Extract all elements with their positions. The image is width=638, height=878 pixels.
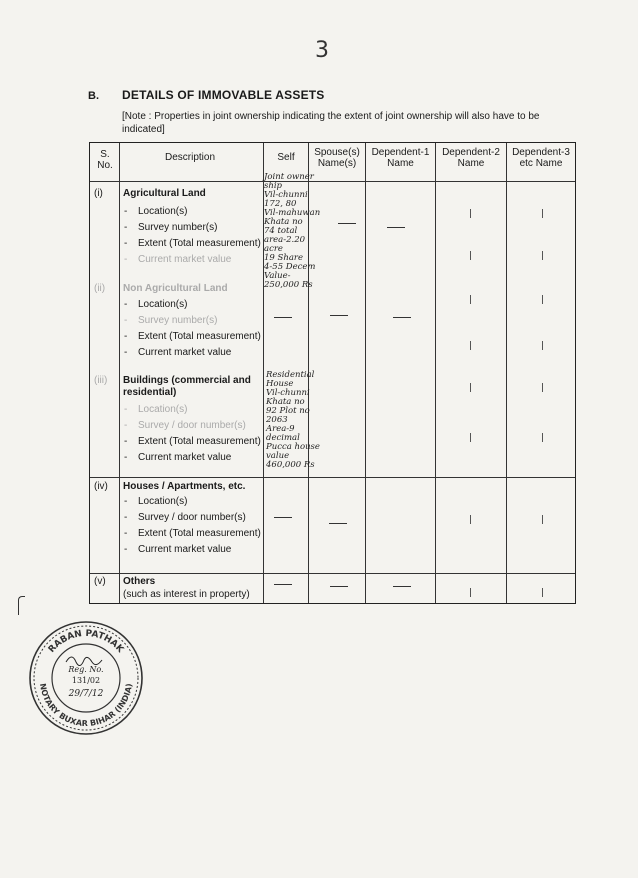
nil-dash (330, 586, 348, 587)
row-items (120, 298, 262, 362)
row-items (120, 205, 262, 269)
tick-mark (470, 515, 471, 524)
tick-mark (470, 588, 471, 597)
header-spouse: Spouse(s) Name(s) (314, 147, 360, 169)
margin-bracket (18, 596, 25, 615)
seal-bottom-text: NOTARY BUXAR BIHAR (INDIA) (38, 682, 134, 729)
row-divider (90, 181, 575, 182)
handwritten-building-entry: Residential House Vil-chunni Khata no 92 Plot no 2063 Area-9 decimal Pucca house value 460,000 Rs (266, 370, 320, 470)
list-item: - Extent (Total measurement) (124, 436, 261, 447)
svg-text:RABAN PATHAK (47, 629, 126, 656)
row-subtitle: (such as interest in property) (123, 589, 250, 600)
row-items (120, 495, 262, 559)
list-item: - Survey / door number(s) (124, 420, 246, 431)
col-divider (435, 143, 436, 603)
nil-dash (393, 317, 411, 318)
list-item: - Location(s) (124, 206, 188, 217)
list-item: - Survey number(s) (124, 222, 218, 233)
seal-number: 131/02 (71, 676, 101, 685)
header-self: Self (277, 152, 295, 163)
list-item: - Current market value (124, 544, 232, 555)
row-title: Buildings (commercial and residential) (123, 375, 251, 398)
tick-mark (542, 341, 543, 350)
tick-mark (542, 588, 543, 597)
nil-dash (393, 586, 411, 587)
row-title: Non Agricultural Land (123, 283, 228, 294)
seal-date: 29/7/12 (68, 689, 104, 699)
row-no: (i) (94, 188, 103, 199)
list-item: - Extent (Total measurement) (124, 238, 261, 249)
list-item: - Location(s) (124, 299, 188, 310)
list-item: - Location(s) (124, 496, 188, 507)
tick-mark (542, 433, 543, 442)
tick-mark (542, 209, 543, 218)
list-item: - Current market value (124, 254, 232, 265)
col-divider (365, 143, 366, 603)
row-title: Agricultural Land (123, 188, 206, 199)
tick-mark (470, 433, 471, 442)
tick-mark (470, 251, 471, 260)
seal-top-text: RABAN PATHAK (46, 628, 126, 655)
row-no: (iii) (94, 375, 108, 386)
section-note (122, 110, 582, 136)
row-no: (v) (94, 576, 106, 587)
handwritten-agri-entry: Joint owner ship Vil-chunni 172, 80 Vil-mahuwan Khata no 74 total area-2.20 acre 19 Share 4-55 Decem Value- 250,000 Rs (264, 172, 321, 290)
header-dependent-2: Dependent-2 Name (442, 147, 500, 169)
nil-dash (387, 227, 405, 228)
row-no: (iv) (94, 481, 108, 492)
tick-mark (470, 383, 471, 392)
row-items (120, 403, 262, 467)
page-number: 3 (315, 38, 329, 63)
list-item: - Survey / door number(s) (124, 512, 246, 523)
row-no: (ii) (94, 283, 106, 294)
list-item: - Current market value (124, 452, 232, 463)
tick-mark (542, 295, 543, 304)
section-title: DETAILS OF IMMOVABLE ASSETS (122, 88, 325, 102)
tick-mark (470, 295, 471, 304)
tick-mark (542, 383, 543, 392)
list-item: - Extent (Total measurement) (124, 528, 261, 539)
list-item: - Location(s) (124, 404, 188, 415)
header-dependent-1: Dependent-1 Name (371, 147, 430, 169)
note-line-1: [Note : Properties in joint ownership indicating the extent of joint ownership will also have to be (122, 111, 540, 122)
row-divider (90, 477, 575, 478)
nil-dash (274, 517, 292, 518)
row-title: Others (123, 576, 156, 587)
tick-mark (542, 515, 543, 524)
list-item: - Current market value (124, 347, 232, 358)
notary-seal (26, 618, 146, 738)
row-title: Houses / Apartments, etc. (123, 481, 246, 492)
nil-dash (329, 523, 347, 524)
note-line-2: indicated] (122, 124, 165, 135)
header-dependent-3: Dependent-3 etc Name (512, 147, 570, 169)
seal-reg: Reg. No. (68, 665, 104, 674)
header-description: Description (164, 152, 216, 163)
nil-dash (274, 317, 292, 318)
tick-mark (470, 341, 471, 350)
header-sno: S. No. (97, 149, 113, 171)
immovable-assets-table (89, 142, 576, 604)
row-divider (90, 573, 575, 574)
nil-dash (330, 315, 348, 316)
section-letter: B. (88, 90, 99, 102)
tick-mark (470, 209, 471, 218)
col-divider (506, 143, 507, 603)
nil-dash (338, 223, 356, 224)
nil-dash (274, 584, 292, 585)
tick-mark (542, 251, 543, 260)
list-item: - Survey number(s) (124, 315, 218, 326)
list-item: - Extent (Total measurement) (124, 331, 261, 342)
